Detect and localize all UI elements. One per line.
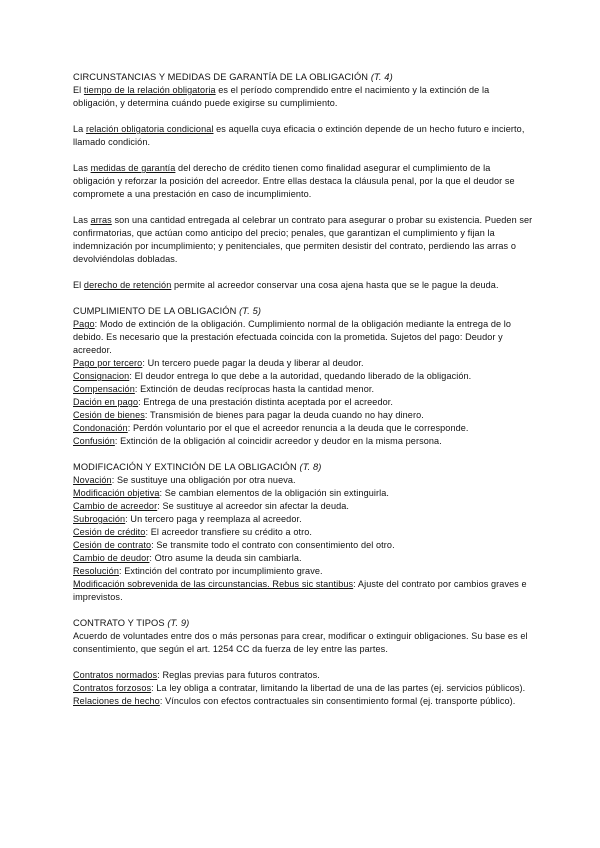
definition-item [73,422,533,435]
definition-item [73,487,533,500]
term-label: Dación en pago [73,397,139,407]
definition-item [73,578,533,604]
definition-item [73,500,533,513]
section-heading-modificacion [73,461,533,474]
paragraph-tiempo [73,84,533,110]
term-label: Resolución [73,566,119,576]
section-heading-contrato [73,617,533,630]
definition-item [73,526,533,539]
definition-item [73,565,533,578]
definition-text: : Entrega de una prestación distinta aceptada por el acreedor. [138,397,394,407]
paragraph-lead: Las [73,215,91,225]
term-label: Modificación objetiva [73,488,160,498]
term-label: Cesión de contrato [73,540,152,550]
definition-text: : Un tercero puede pagar la deuda y liberar al deudor. [142,358,364,368]
definition-item [73,513,533,526]
heading-text: MODIFICACIÓN Y EXTINCIÓN DE LA OBLIGACIÓN [73,462,297,472]
heading-text: CIRCUNSTANCIAS Y MEDIDAS DE GARANTÍA DE LA OBLIGACIÓN [73,72,369,82]
topic-tag: (T. 5) [239,306,262,316]
document-body [73,71,533,708]
term-label: Subrogación [73,514,126,524]
definition-item [73,552,533,565]
definition-item [73,669,533,682]
paragraph-condicional [73,123,533,149]
topic-tag: (T. 8) [299,462,322,472]
definition-text: : El deudor entrega lo que debe a la autoridad, quedando liberado de la obligación. [129,371,472,381]
section-heading-cumplimiento [73,305,533,318]
definition-text: : Se cambian elementos de la obligación sin extinguirla. [159,488,390,498]
term-label: Cambio de deudor [73,553,150,563]
definition-text: : Perdón voluntario por el que el acreedor renuncia a la deuda que le corresponde. [127,423,469,433]
definition-item [73,409,533,422]
definition-item [73,370,533,383]
paragraph-text: es aquella cuya eficacia o extinción depende de un hecho futuro e incierto, llamado condición. [73,124,525,147]
term-label: Novación [73,475,112,485]
term-label: Modificación sobrevenida de las circunstancias. Rebus sic stantibus [73,579,354,589]
definition-item [73,357,533,370]
paragraph-text: del derecho de crédito tienen como finalidad asegurar el cumplimiento de la obligación y reforzar la posición del acreedor. Entre ellas destaca la cláusula penal, por la que el deudor se compromete a una prestación en caso de incumplimiento. [73,163,515,199]
definition-text: : Se sustituye al acreedor sin afectar la deuda. [157,501,350,511]
definition-text: : Otro asume la deuda sin cambiarla. [149,553,302,563]
paragraph-contrato-intro: Acuerdo de voluntades entre dos o más personas para crear, modificar o extinguir obligaciones. Su base es el consentimiento, que según el art. 1254 CC da fuerza de ley entre las partes. [73,631,528,654]
term-label: Contratos normados [73,670,158,680]
term-label: Compensación [73,384,135,394]
definition-text: : Extinción del contrato por incumplimiento grave. [119,566,323,576]
term-label: Cesión de bienes [73,410,145,420]
definition-text: : Extinción de la obligación al coincidir acreedor y deudor en la misma persona. [114,436,442,446]
definition-text: : Modo de extinción de la obligación. Cumplimiento normal de la obligación mediante la entrega de lo debido. Es necesario que la prestación efectuada coincida con la prometida. Sujetos del pago: Deudor y acreedor. [73,319,512,355]
definition-item [73,383,533,396]
paragraph-lead: La [73,124,86,134]
term-label: Cesión de crédito [73,527,146,537]
paragraph-lead: El [73,280,84,290]
term-label: Consignacion [73,371,130,381]
term-label: Cambio de acreedor [73,501,158,511]
definition-item [73,695,533,708]
topic-tag: (T. 4) [370,72,393,82]
section-heading-garantias [73,71,533,84]
definition-item [73,539,533,552]
paragraph-text: es el período comprendido entre el nacimiento y la extinción de la obligación, y determina cuándo puede exigirse su cumplimiento. [73,85,490,108]
definition-item [73,318,533,357]
term-arras: arras [90,215,112,225]
topic-tag: (T. 9) [167,618,190,628]
heading-text: CONTRATO Y TIPOS [73,618,165,628]
definition-text: : Ajuste del contrato por cambios graves e imprevistos. [73,579,527,602]
term-label: Relaciones de hecho [73,696,160,706]
heading-text: CUMPLIMIENTO DE LA OBLIGACIÓN [73,306,237,316]
term-derecho-retencion: derecho de retención [83,280,172,290]
definition-text: : Vínculos con efectos contractuales sin consentimiento formal (ej. transporte público). [159,696,516,706]
term-label: Confusión [73,436,115,446]
term-label: Contratos forzosos [73,683,152,693]
definition-item [73,396,533,409]
definition-text: : Reglas previas para futuros contratos. [157,670,320,680]
definition-text: : La ley obliga a contratar, limitando la libertad de una de las partes (ej. servicios públicos). [151,683,526,693]
definition-item [73,435,533,448]
definition-text: : Se transmite todo el contrato con consentimiento del otro. [151,540,395,550]
definition-text: : Se sustituye una obligación por otra nueva. [111,475,296,485]
paragraph-text: son una cantidad entregada al celebrar un contrato para asegurar o probar su existencia. Pueden ser confirmatorias, que actúan como anticipo del precio; penales, que garantizan el cumplimiento y fijan la indemnización por incumplimiento; y penitenciales, que permiten desistir del contrato, perdiendo las arras o devolviéndolas dobladas. [73,215,533,264]
definition-item [73,474,533,487]
definition-item [73,682,533,695]
term-label: Pago por tercero [73,358,143,368]
definition-text: : Transmisión de bienes para pagar la deuda cuando no hay dinero. [144,410,424,420]
definition-text: : Extinción de deudas recíprocas hasta la cantidad menor. [134,384,375,394]
term-label: Condonación [73,423,128,433]
term-relacion-condicional: relación obligatoria condicional [85,124,214,134]
paragraph-medidas-garantia [73,162,533,201]
paragraph-lead: El [73,85,84,95]
term-medidas-garantia: medidas de garantía [90,163,176,173]
term-label: Pago [73,319,95,329]
definition-text: : El acreedor transfiere su crédito a otro. [145,527,313,537]
paragraph-text: permite al acreedor conservar una cosa ajena hasta que se le pague la deuda. [171,280,499,290]
definition-text: : Un tercero paga y reemplaza al acreedor. [125,514,302,524]
paragraph-arras [73,214,533,266]
paragraph-retencion [73,279,533,292]
term-tiempo-relacion: tiempo de la relación obligatoria [83,85,216,95]
paragraph-lead: Las [73,163,91,173]
